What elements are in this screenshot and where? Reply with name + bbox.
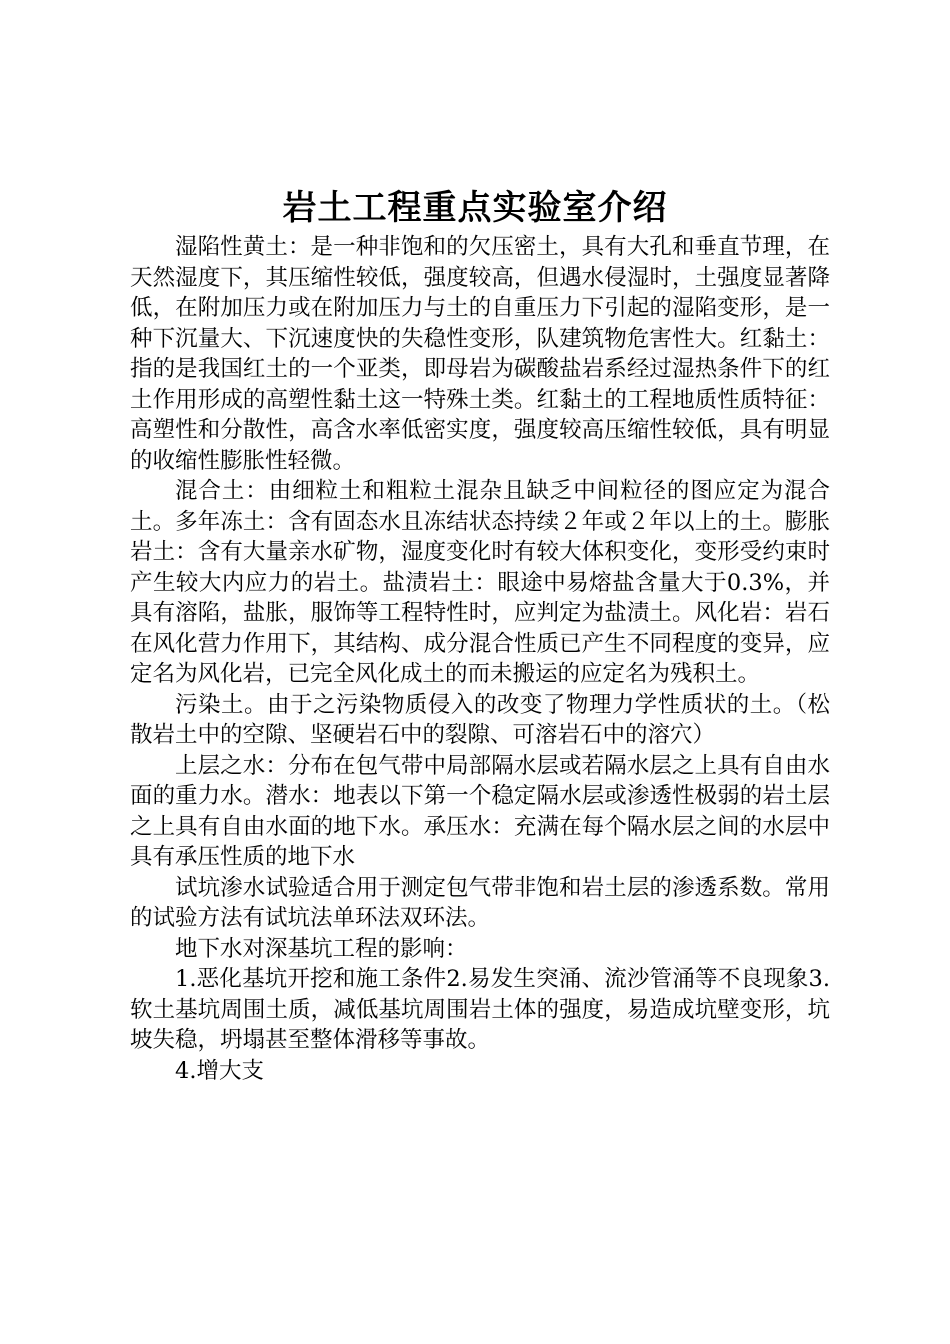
paragraph-impact-list: 1.恶化基坑开挖和施工条件2.易发生突涌、流沙管涌等不良现象3.软土基坑周围土质，减低基坑周围岩土体的强度，易造成坑壁变形，坑坡失稳，坍塌甚至整体滑移等事故。 xyxy=(130,966,830,1053)
paragraph-special-soils: 混合土：由细粒土和粗粒土混杂且缺乏中间粒径的图应定为混合土。多年冻土：含有固态水且冻结状态持续２年或２年以上的土。膨胀岩土：含有大量亲水矿物，湿度变化时有较大体积变化，变形受约束时产生较大内应力的岩土。盐渍岩土：眼途中易熔盐含量大于0.3%，并具有溶陷，盐胀，服饰等工程特性时，应判定为盐渍土。风化岩：岩石在风化营力作用下，其结构、成分混合性质已产生不同程度的变异，应定名为风化岩，已完全风化成土的而未搬运的应定名为残积土。 xyxy=(130,478,830,687)
document-title: 岩土工程重点实验室介绍 xyxy=(282,188,668,228)
paragraph-contaminated-soil: 污染土。由于之污染物质侵入的改变了物理力学性质状的土。（松散岩土中的空隙、坚硬岩石中的裂隙、可溶岩石中的溶穴） xyxy=(130,691,830,748)
paragraph-collapsible-soils: 湿陷性黄土：是一种非饱和的欠压密土，具有大孔和垂直节理，在天然湿度下，其压缩性较低，强度较高，但遇水侵湿时，土强度显著降低，在附加压力或在附加压力与土的自重压力下引起的湿陷变形，是一种下沉量大、下沉速度快的失稳性变形，队建筑物危害性大。红黏土：指的是我国红土的一个亚类，即母岩为碳酸盐岩系经过湿热条件下的红土作用形成的高塑性黏土这一特殊土类。红黏土的工程地质性质特征：高塑性和分散性，高含水率低密实度，强度较高压缩性较低，具有明显的收缩性膨胀性轻微。 xyxy=(130,234,830,474)
paragraph-groundwater-impact-heading: 地下水对深基坑工程的影响： xyxy=(175,935,468,962)
paragraph-infiltration-test: 试坑渗水试验适合用于测定包气带非饱和岩土层的渗透系数。常用的试验方法有试坑法单环法双环法。 xyxy=(130,874,830,931)
document-body xyxy=(130,232,830,1086)
paragraph-impact-item-4: 4.增大支 xyxy=(175,1057,264,1084)
paragraph-groundwater-types: 上层之水：分布在包气带中局部隔水层或若隔水层之上具有自由水面的重力水。潜水：地表以下第一个稳定隔水层或渗透性极弱的岩土层之上具有自由水面的地下水。承压水：充满在每个隔水层之间的水层中具有承压性质的地下水 xyxy=(130,752,830,870)
